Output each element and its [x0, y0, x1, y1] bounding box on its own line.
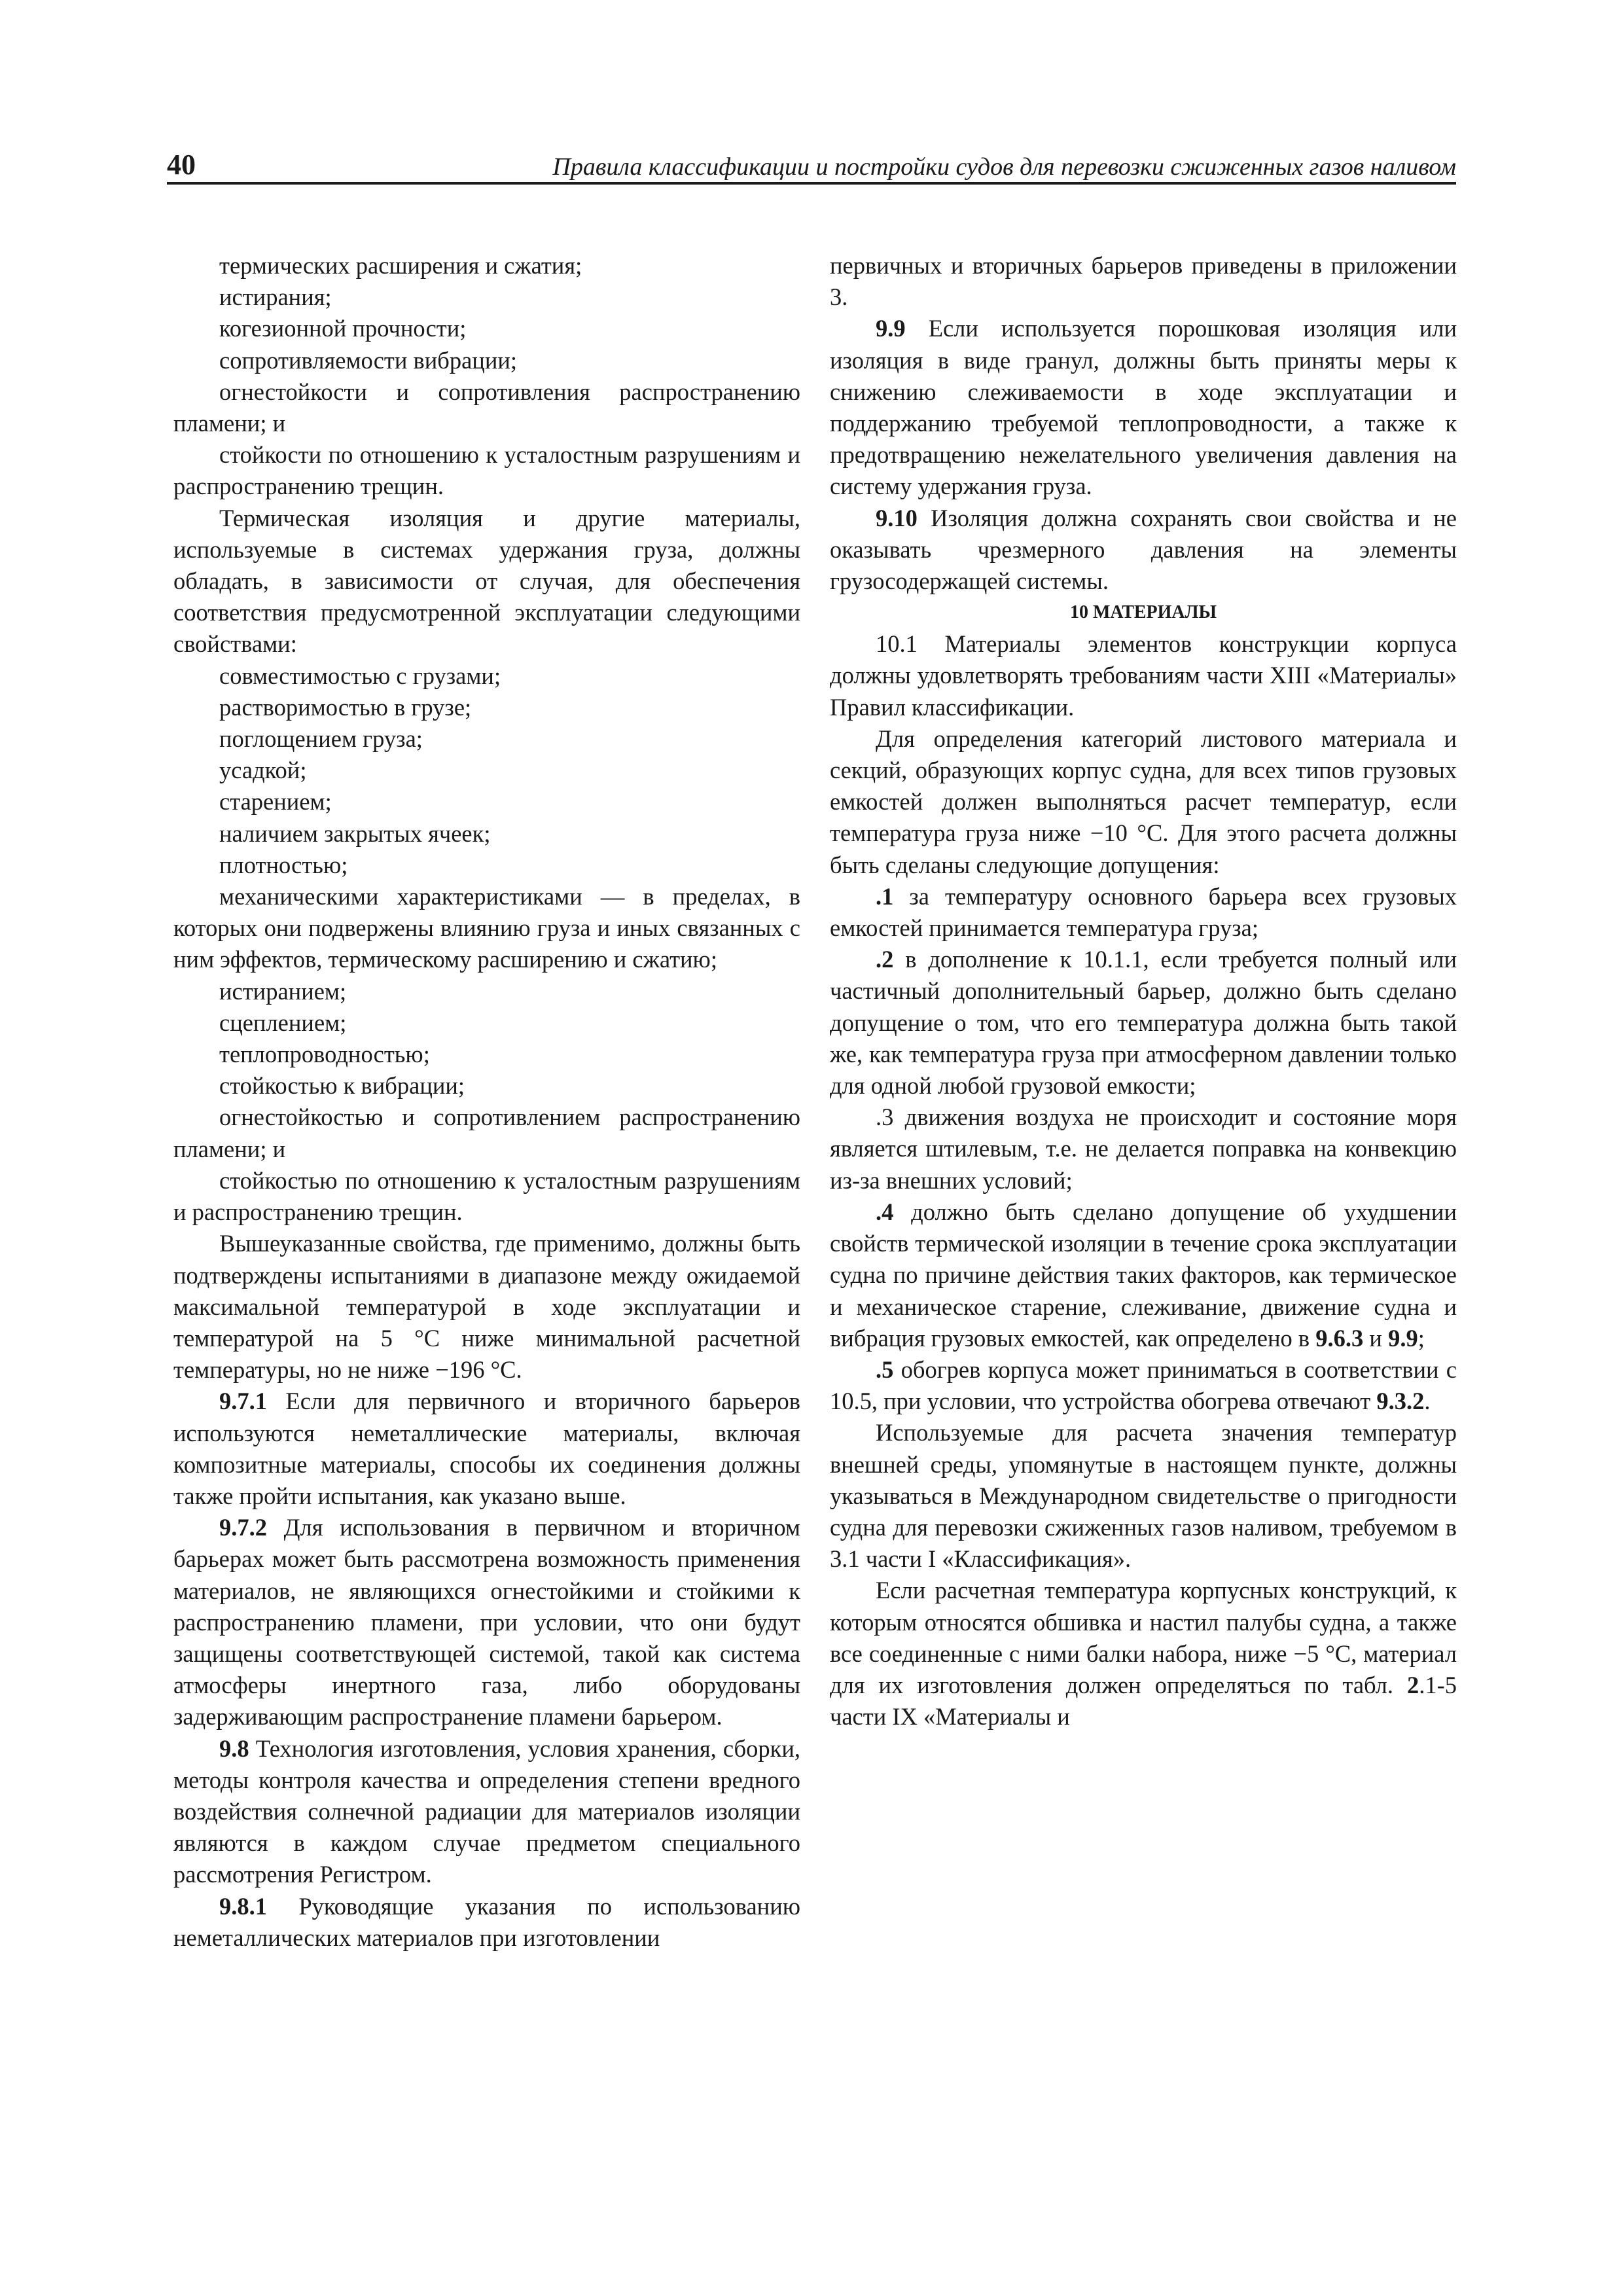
cross-reference: 9.9 [1388, 1324, 1418, 1352]
list-item: усадкой; [219, 757, 307, 784]
list-item: когезионной прочности; [219, 315, 467, 342]
list-item: сцеплением; [219, 1009, 347, 1036]
list-item: огнестойкости и сопротивления распространению пламени; и [173, 378, 800, 437]
assumption-1 [830, 881, 1457, 944]
right-column [830, 250, 1457, 1732]
paragraph-design-temperature [830, 1575, 1457, 1732]
paragraph: Термическая изоляция и другие материалы, используемые в системах удержания груза, должны обладать, в зависимости от случая, для обеспечения соответствия предусмотренной эксплуатации следующими свойствами: [173, 504, 800, 658]
paragraph-9-7-2 [173, 1512, 800, 1732]
list-item: теплопроводностью; [219, 1041, 430, 1068]
paragraph-9-7-1 [173, 1386, 800, 1512]
list-item: стойкостью по отношению к усталостным разрушениям и распространению трещин. [173, 1166, 800, 1226]
left-column [173, 250, 800, 1954]
clause-text: Если для первичного и вторичного барьеров используются неметаллические материалы, включая композитные материалы, способы их соединения должны также пройти испытания, как указано выше. [173, 1388, 800, 1509]
item-text: . [1424, 1388, 1431, 1415]
item-text: ; [1418, 1324, 1425, 1352]
paragraph-text: Если расчетная температура корпусных конструкций, к которым относятся обшивка и настил палубы судна, а также все соединенные с ними балки набора, ниже −5 °С, материал для их изготовления должен определяться по табл. [830, 1577, 1457, 1698]
assumption-2 [830, 944, 1457, 1102]
page-header [167, 145, 1456, 185]
list-item: истиранием; [219, 977, 347, 1005]
clause-text: Материалы элементов конструкции корпуса должны удовлетворять требованиям части XIII «Материалы» Правил классификации. [830, 630, 1457, 721]
list-item: наличием закрытых ячеек; [219, 819, 491, 847]
paragraph: Вышеуказанные свойства, где применимо, должны быть подтверждены испытаниями в диапазоне между ожидаемой максимальной температурой в ходе эксплуатации и температурой на 5 °С ниже минимальной расчетной температуры, но не ниже −196 °С. [173, 1230, 800, 1384]
paragraph-10-1 [830, 628, 1457, 723]
paragraph: Для определения категорий листового материала и секций, образующих корпус судна, для всех типов грузовых емкостей должен выполняться расчет температур, если температура груза ниже −10 °С. Для этого расчета должны быть сделаны следующие допущения: [830, 725, 1457, 878]
list-item: термических расширения и сжатия; [219, 252, 582, 279]
item-text: обогрев корпуса может приниматься в соответствии с 10.5, при условии, что устройства обогрева отвечают [830, 1355, 1457, 1415]
page-number: 40 [167, 149, 196, 181]
assumption-4 [830, 1196, 1457, 1354]
list-item: сопротивляемости вибрации; [219, 346, 518, 374]
item-number: .3 [876, 1103, 894, 1131]
item-number: .5 [876, 1355, 894, 1383]
item-number: .4 [876, 1198, 894, 1225]
list-item: стойкостью к вибрации; [219, 1072, 465, 1100]
paragraph-9-8 [173, 1733, 800, 1891]
paragraph-9-10 [830, 503, 1457, 598]
assumption-3 [830, 1102, 1457, 1196]
clause-text: Изоляция должна сохранять свои свойства и не оказывать чрезмерного давления на элементы грузосодержащей системы. [830, 504, 1457, 595]
clause-number: 10.1 [876, 630, 918, 658]
list-item: поглощением груза; [219, 725, 423, 753]
paragraph: первичных и вторичных барьеров приведены в приложении 3. [830, 252, 1457, 311]
item-text: за температуру основного барьера всех грузовых емкостей принимается температура груза; [830, 882, 1457, 942]
item-number: .2 [876, 946, 894, 973]
list-item: плотностью; [219, 851, 348, 878]
list-item: огнестойкостью и сопротивлением распространению пламени; и [173, 1103, 800, 1162]
paragraph: Используемые для расчета значения температур внешней среды, упомянутые в настоящем пункте, должны указываться в Международном свидетельстве о пригодности судна для перевозки сжиженных газов наливом, требуемом в 3.1 части I «Классификация». [830, 1419, 1457, 1573]
cross-reference: 2 [1406, 1671, 1419, 1698]
list-item: совместимостью с грузами; [219, 662, 501, 689]
clause-number: 9.7.1 [219, 1388, 267, 1415]
clause-number: 9.10 [876, 504, 918, 531]
running-title: Правила классификации и постройки судов для перевозки сжиженных газов наливом [552, 153, 1456, 181]
cross-reference: 9.6.3 [1315, 1324, 1364, 1352]
list-item: стойкости по отношению к усталостным разрушениям и распространению трещин. [173, 441, 800, 500]
clause-text: Если используется порошковая изоляция или изоляция в виде гранул, должны быть приняты меры к снижению слеживаемости в ходе эксплуатации и поддержанию требуемой теплопроводности, а также к предотвращению нежелательного увеличения давления на систему удержания груза. [830, 315, 1457, 500]
list-item: растворимостью в грузе; [219, 693, 472, 721]
list-item: механическими характеристиками — в пределах, в которых они подвержены влиянию груза и иных связанных с ним эффектов, термическому расширению и сжатию; [173, 883, 800, 973]
item-text: движения воздуха не происходит и состояние моря является штилевым, т.е. не делается поправка на конвекцию из-за внешних условий; [830, 1103, 1457, 1194]
clause-number: 9.8 [219, 1734, 249, 1762]
paragraph-text: .1-5 части IX «Материалы и [830, 1671, 1457, 1731]
item-text: в дополнение к 10.1.1, если требуется полный или частичный дополнительный барьер, должно быть сделано допущение о том, что его температура должна быть такой же, как температура груза при атмосферном давлении только для одной любой грузовой емкости; [830, 946, 1457, 1100]
clause-text: Руководящие указания по использованию неметаллических материалов при изготовлении [173, 1892, 800, 1951]
paragraph-9-9 [830, 313, 1457, 502]
item-text: должно быть сделано допущение об ухудшении свойств термической изоляции в течение срока эксплуатации судна по причине действия таких факторов, как термическое и механическое старение, слеживание, движение судна и вибрация грузовых емкостей, как определено в [830, 1198, 1457, 1352]
clause-number: 9.7.2 [219, 1514, 267, 1541]
section-title: 10 МАТЕРИАЛЫ [1070, 602, 1217, 623]
assumption-5 [830, 1354, 1457, 1417]
list-item: старением; [219, 788, 332, 816]
clause-text: Технология изготовления, условия хранения, сборки, методы контроля качества и определения степени вредного воздействия солнечной радиации для материалов изоляции являются в каждом случае предметом специального рассмотрения Регистром. [173, 1734, 800, 1888]
paragraph-9-8-1 [173, 1891, 800, 1954]
item-text: и [1363, 1324, 1389, 1352]
clause-number: 9.9 [876, 315, 906, 342]
item-number: .1 [876, 882, 894, 910]
list-item: истирания; [219, 283, 332, 311]
clause-text: Для использования в первичном и вторичном барьерах может быть рассмотрена возможность применения материалов, не являющихся огнестойкими и стойкими к распространению пламени, при условии, что они будут защищены соответствующей системой, такой как система атмосферы инертного газа, либо оборудованы задерживающим распространение пламени барьером. [173, 1514, 800, 1731]
clause-number: 9.8.1 [219, 1892, 267, 1920]
cross-reference: 9.3.2 [1376, 1388, 1425, 1415]
